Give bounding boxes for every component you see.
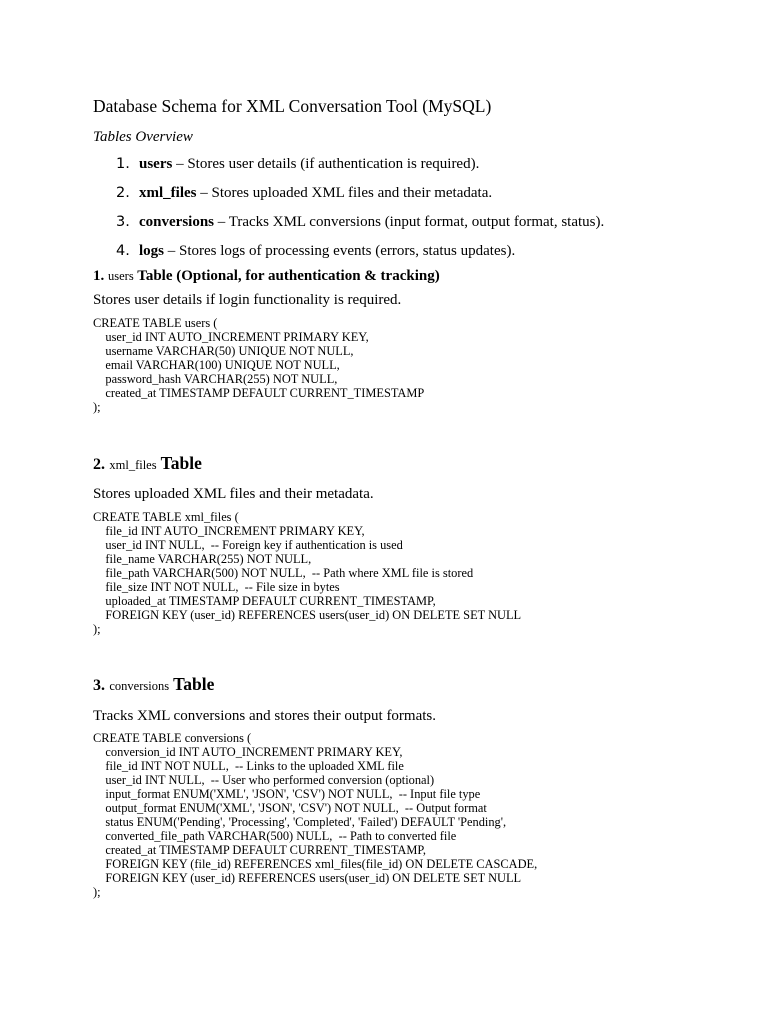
section-table-code: users [108, 269, 134, 283]
list-number: 4. [116, 243, 130, 259]
section-description: Tracks XML conversions and stores their output formats. [93, 708, 437, 724]
sql-code-block: CREATE TABLE conversions ( conversion_id INT AUTO_INCREMENT PRIMARY KEY, file_id INT NOT NULL, -- Links to the uploaded XML file user_id INT NULL, -- User who performed conversion (optional) input_format ENUM('XML', 'JSON', 'CSV') NOT NULL, -- Input file type output_format ENUM('XML', 'JSON', 'CSV') NOT NULL, -- Output format status ENUM('Pending', 'Processing', 'Completed', 'Failed') DEFAULT 'Pending', converted_file_path VARCHAR(500) NULL, -- Path to converted file created_at TIMESTAMP DEFAULT CURRENT_TIMESTAMP, FOREIGN KEY (file_id) REFERENCES xml_files(file_id) ON DELETE CASCADE, FOREIGN KEY (user_id) REFERENCES users(user_id) ON DELETE SET NULL ); [93, 731, 538, 899]
section-heading-xml-files [93, 453, 202, 474]
section-description: Stores user details if login functionality is required. [93, 292, 402, 308]
list-item [116, 156, 479, 173]
section-heading-text: Table (Optional, for authentication & tracking) [137, 268, 440, 284]
section-number: 1. [93, 268, 105, 284]
section-heading-conversions [93, 674, 214, 695]
list-item [116, 214, 604, 231]
table-description: – Stores user details (if authentication is required). [172, 156, 480, 172]
table-name: xml_files [139, 185, 197, 201]
list-number: 3. [116, 214, 130, 230]
section-table-code: conversions [109, 679, 170, 693]
section-heading-users [93, 268, 440, 285]
section-description: Stores uploaded XML files and their metadata. [93, 486, 374, 502]
table-description: – Stores logs of processing events (errors, status updates). [164, 243, 516, 259]
sql-code-block: CREATE TABLE users ( user_id INT AUTO_INCREMENT PRIMARY KEY, username VARCHAR(50) UNIQUE NOT NULL, email VARCHAR(100) UNIQUE NOT NULL, password_hash VARCHAR(255) NOT NULL, created_at TIMESTAMP DEFAULT CURRENT_TIMESTAMP ); [93, 316, 425, 414]
section-number: 3. [93, 677, 105, 694]
section-heading-text: Table [173, 674, 215, 694]
document-title: Database Schema for XML Conversation Tool (MySQL) [93, 96, 492, 116]
table-name: conversions [139, 214, 214, 230]
table-description: – Stores uploaded XML files and their metadata. [196, 185, 493, 201]
list-item [116, 243, 515, 260]
section-number: 2. [93, 456, 105, 473]
list-item [116, 185, 492, 202]
list-number: 1. [116, 156, 130, 172]
sql-code-block: CREATE TABLE xml_files ( file_id INT AUTO_INCREMENT PRIMARY KEY, user_id INT NULL, -- Foreign key if authentication is used file_name VARCHAR(255) NOT NULL, file_path VARCHAR(500) NOT NULL, -- Path where XML file is stored file_size INT NOT NULL, -- File size in bytes uploaded_at TIMESTAMP DEFAULT CURRENT_TIMESTAMP, FOREIGN KEY (user_id) REFERENCES users(user_id) ON DELETE SET NULL ); [93, 510, 522, 636]
table-name: logs [139, 243, 165, 259]
overview-subtitle: Tables Overview [93, 129, 193, 145]
table-description: – Tracks XML conversions (input format, output format, status). [214, 214, 605, 230]
section-heading-text: Table [160, 453, 202, 473]
table-name: users [139, 156, 173, 172]
section-table-code: xml_files [109, 458, 157, 472]
list-number: 2. [116, 185, 130, 201]
